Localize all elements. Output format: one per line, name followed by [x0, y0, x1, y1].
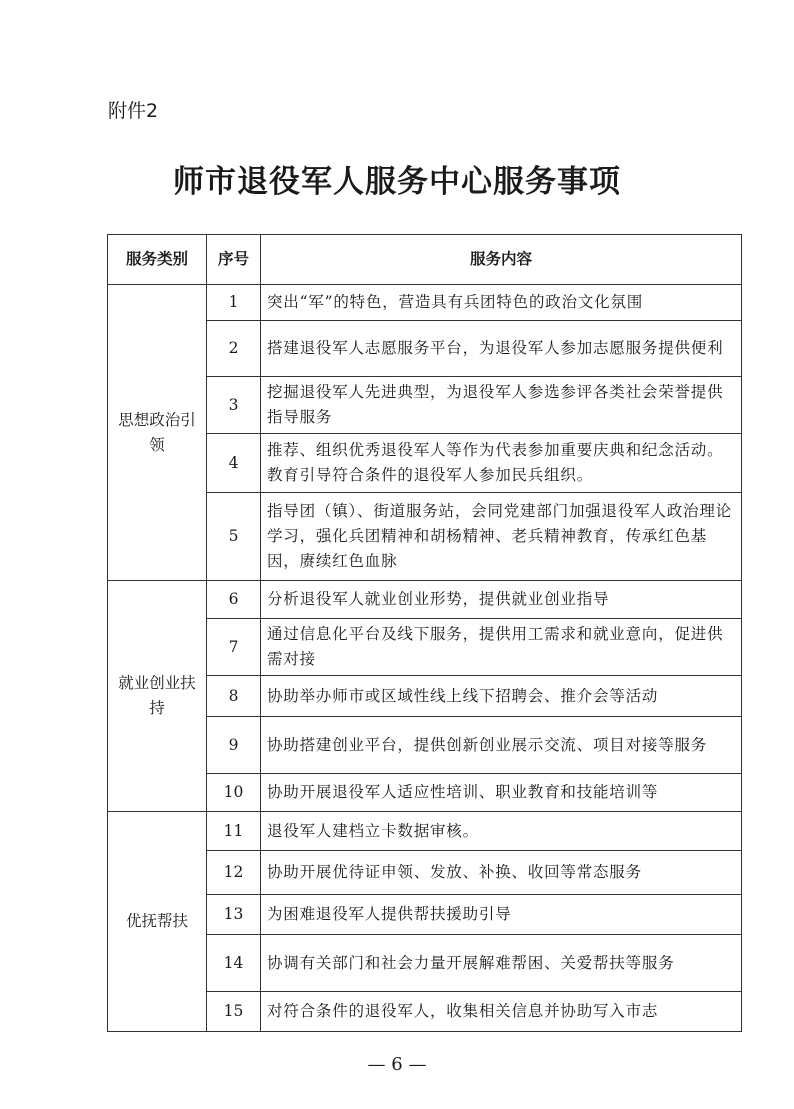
column-header-content: 服务内容 — [261, 235, 742, 285]
page-title: 师市退役军人服务中心服务事项 — [173, 164, 621, 200]
table-row — [108, 812, 742, 851]
row-content: 推荐、组织优秀退役军人等作为代表参加重要庆典和纪念活动。教育引导符合条件的退役军人参加民兵组织。 — [261, 434, 742, 493]
table-header-row — [108, 235, 742, 285]
row-number: 12 — [207, 851, 261, 895]
category-cell-ideological: 思想政治引领 — [108, 285, 207, 581]
row-content: 退役军人建档立卡数据审核。 — [261, 812, 742, 851]
row-number: 9 — [207, 717, 261, 774]
row-content: 对符合条件的退役军人，收集相关信息并协助写入市志 — [261, 992, 742, 1032]
row-number: 6 — [207, 581, 261, 619]
row-number: 4 — [207, 434, 261, 493]
row-number: 5 — [207, 493, 261, 581]
table-row — [108, 581, 742, 619]
row-content: 协助开展优待证申领、发放、补换、收回等常态服务 — [261, 851, 742, 895]
row-number: 2 — [207, 321, 261, 377]
category-cell-employment: 就业创业扶持 — [108, 581, 207, 812]
row-number: 10 — [207, 774, 261, 812]
row-content: 协助开展退役军人适应性培训、职业教育和技能培训等 — [261, 774, 742, 812]
row-content: 为困难退役军人提供帮扶援助引导 — [261, 895, 742, 935]
attachment-label: 附件2 — [108, 100, 159, 122]
row-content: 突出“军”的特色，营造具有兵团特色的政治文化氛围 — [261, 285, 742, 321]
row-number: 8 — [207, 676, 261, 717]
row-content: 协助搭建创业平台，提供创新创业展示交流、项目对接等服务 — [261, 717, 742, 774]
row-number: 1 — [207, 285, 261, 321]
column-header-number: 序号 — [207, 235, 261, 285]
row-content: 搭建退役军人志愿服务平台，为退役军人参加志愿服务提供便利 — [261, 321, 742, 377]
service-items-table — [107, 234, 742, 1032]
table-row — [108, 285, 742, 321]
row-content: 协助举办师市或区域性线上线下招聘会、推介会等活动 — [261, 676, 742, 717]
row-number: 13 — [207, 895, 261, 935]
row-content: 协调有关部门和社会力量开展解难帮困、关爱帮扶等服务 — [261, 935, 742, 992]
row-number: 11 — [207, 812, 261, 851]
row-content: 通过信息化平台及线下服务，提供用工需求和就业意向，促进供需对接 — [261, 619, 742, 676]
row-number: 3 — [207, 377, 261, 434]
category-cell-preferential-care: 优抚帮扶 — [108, 812, 207, 1032]
row-number: 7 — [207, 619, 261, 676]
row-content: 挖掘退役军人先进典型，为退役军人参选参评各类社会荣誉提供指导服务 — [261, 377, 742, 434]
row-number: 14 — [207, 935, 261, 992]
row-content: 指导团（镇）、街道服务站，会同党建部门加强退役军人政治理论学习，强化兵团精神和胡杨精神、老兵精神教育，传承红色基因，赓续红色血脉 — [261, 493, 742, 581]
row-number: 15 — [207, 992, 261, 1032]
column-header-category: 服务类别 — [108, 235, 207, 285]
row-content: 分析退役军人就业创业形势，提供就业创业指导 — [261, 581, 742, 619]
page-number: — 6 — — [367, 1054, 427, 1075]
